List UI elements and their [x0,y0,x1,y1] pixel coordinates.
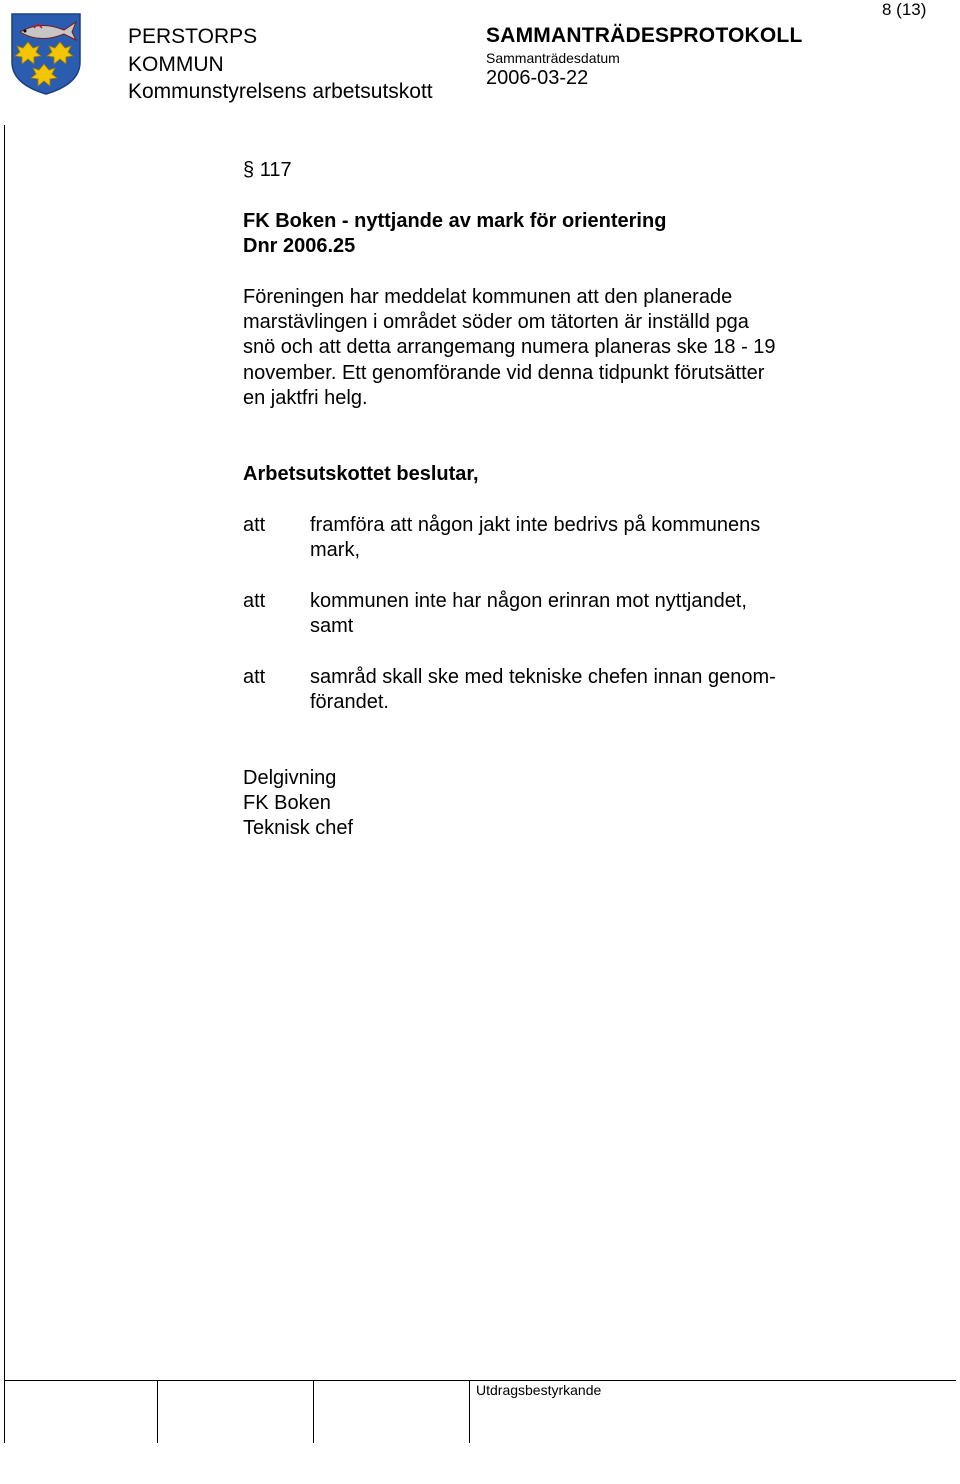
distribution-recipient: Teknisk chef [243,817,354,840]
body-line: snö och att detta arrangemang numera planeras ske 18 - 19 [243,336,776,359]
decision-prefix: att [243,590,266,612]
decision-prefix: att [243,514,266,536]
date-label: Sammanträdesdatum [486,50,620,66]
signature-cell-divider [469,1381,470,1443]
org-name-line1: PERSTORPS [128,25,258,48]
org-name-line2: KOMMUN [128,53,224,76]
municipal-crest-icon [10,12,82,96]
body-paragraph [243,285,776,411]
page-number: 8 (13) [882,0,927,19]
body-line: en jaktfri helg. [243,386,368,409]
distribution-list [243,766,353,842]
paragraph-sign: § [243,159,255,181]
decision-prefix: att [243,666,266,688]
section-number [243,158,292,183]
decision-line: förandet. [310,691,389,714]
decision-line: mark, [310,539,360,562]
doc-title: SAMMANTRÄDESPROTOKOLL [486,24,803,47]
section-number-value: 117 [259,159,292,181]
footer-rule [4,1380,956,1381]
signature-cell-divider [157,1381,158,1443]
dnr: Dnr 2006.25 [243,235,356,257]
org-committee: Kommunstyrelsens arbetsutskott [128,80,433,103]
section-title: FK Boken - nyttjande av mark för orientering [243,210,667,232]
decision-line: framföra att någon jakt inte bedrivs på kommunens [310,514,761,536]
distribution-heading: Delgivning [243,767,337,789]
signature-cell-divider [313,1381,314,1443]
body-line: november. Ett genomförande vid denna tidpunkt förutsätter [243,361,765,384]
left-margin-rule [4,125,5,1443]
decision-item [310,589,747,639]
decision-line: samt [310,615,354,638]
certification-label: Utdragsbestyrkande [476,1382,602,1398]
decision-heading: Arbetsutskottet beslutar, [243,463,479,485]
meeting-date: 2006-03-22 [486,67,589,89]
body-line: marstävlingen i området söder om tätorten är inställd pga [243,311,749,334]
decision-line: samråd skall ske med tekniske chefen innan genom- [310,666,776,688]
decision-item [310,665,776,715]
distribution-recipient: FK Boken [243,792,331,815]
decision-line: kommunen inte har någon erinran mot nyttjandet, [310,590,747,612]
decision-item [310,513,760,563]
body-line: Föreningen har meddelat kommunen att den planerade [243,286,733,308]
